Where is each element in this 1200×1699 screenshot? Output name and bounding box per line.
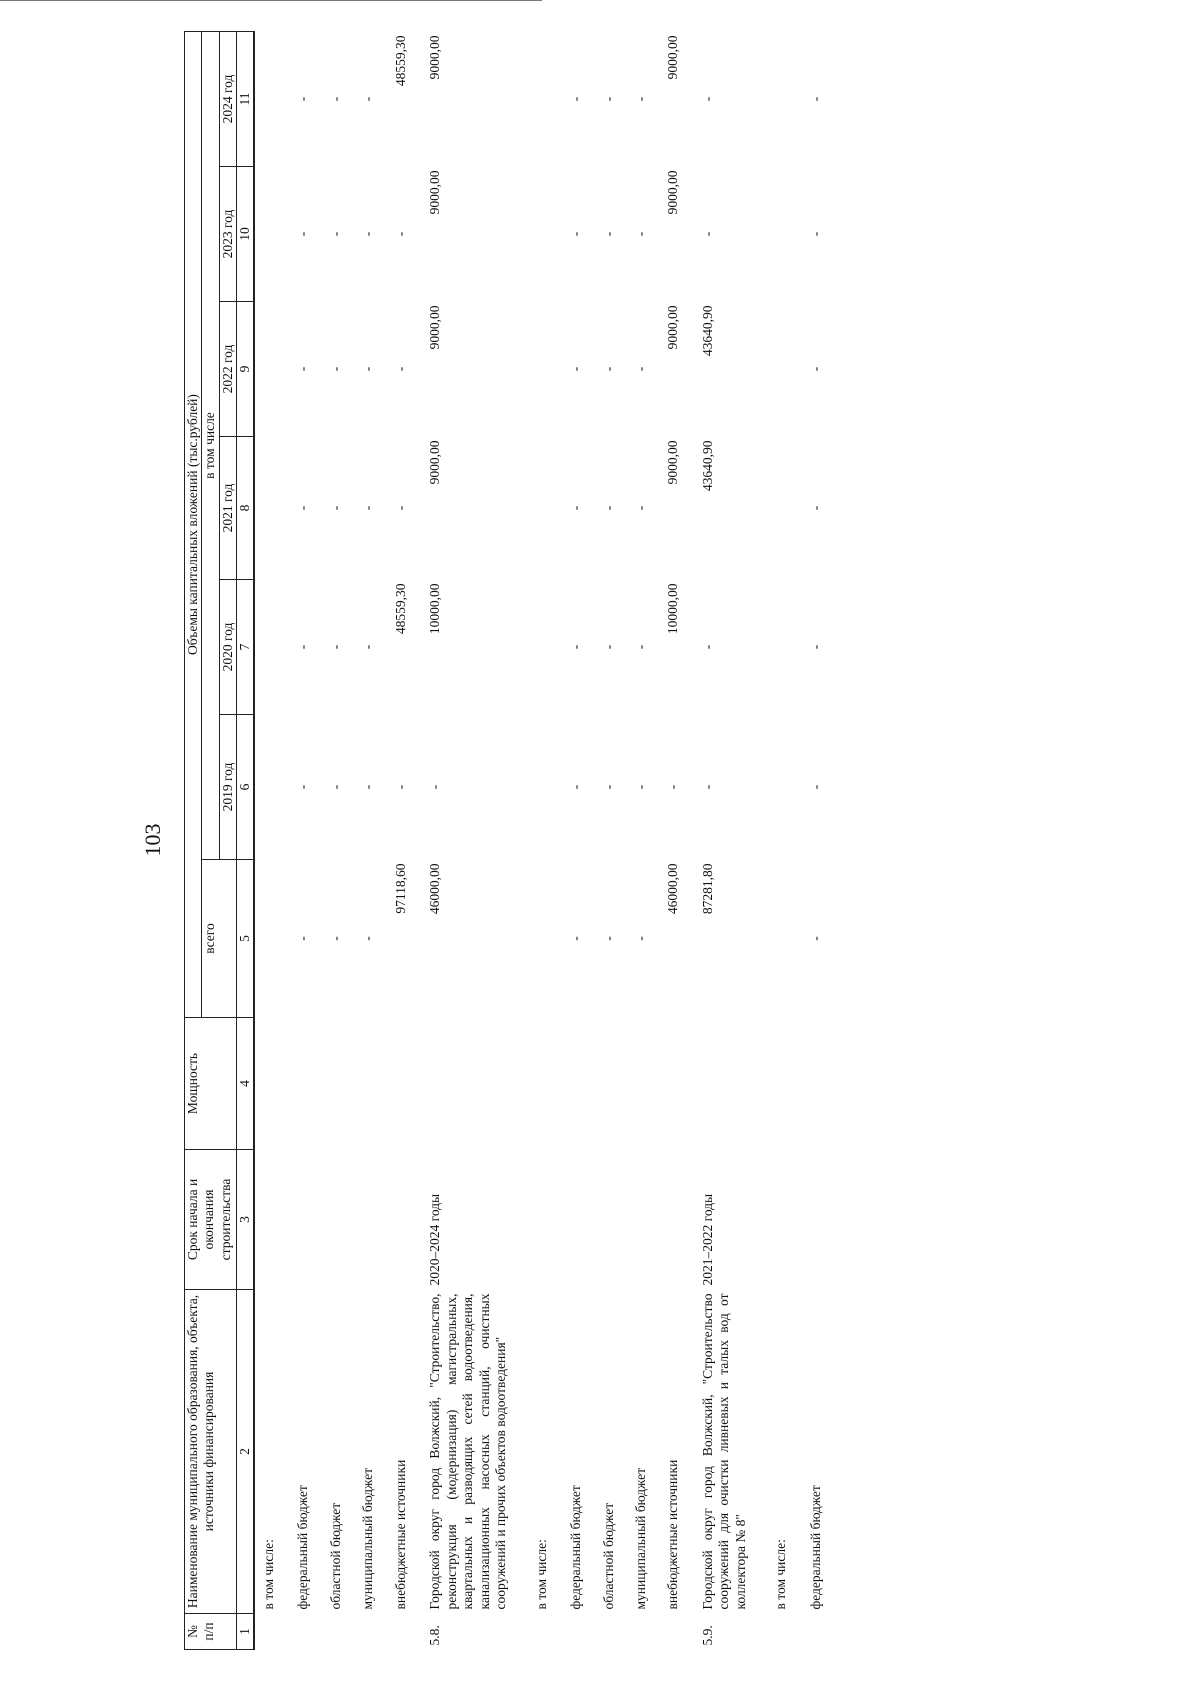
- row-power: [423, 1018, 527, 1150]
- row-year-value: 10000,00: [427, 583, 443, 635]
- row-number: [358, 1614, 390, 1650]
- row-year-value: 9000,00: [665, 440, 681, 485]
- column-number: 1: [237, 1614, 254, 1650]
- table-row: [358, 32, 390, 1650]
- column-number: 3: [237, 1150, 254, 1290]
- row-total: [767, 860, 805, 1018]
- row-term: 2020–2024 годы: [427, 1193, 443, 1286]
- row-total: -: [600, 936, 616, 941]
- table-row: [767, 32, 805, 1650]
- row-name: Городской округ город Волжский, "Строительство сооружений для очистки ливневых и талых вод от коллектора № 8": [699, 1293, 748, 1610]
- row-term: [806, 1150, 838, 1290]
- row-name: Городской округ город Волжский, "Строительство, реконструкция (модернизация) магистральных, квартальных и разводящих сетей водоотведения, канализационных насосных станций, очистных сооружений и прочих объектов водоотведения": [427, 1293, 509, 1610]
- row-year-value: -: [633, 505, 648, 511]
- table-row: [528, 32, 566, 1650]
- row-year-value: -: [568, 505, 584, 511]
- row-year-value: -: [807, 644, 823, 650]
- header-year: 2024 год: [219, 32, 236, 167]
- row-year-value: -: [327, 784, 343, 790]
- row-name: муниципальный бюджет: [633, 1468, 648, 1610]
- row-year-value: [528, 437, 566, 580]
- row-year-value: 43640,90: [699, 305, 715, 357]
- row-name: внебюджетные источники: [665, 1459, 681, 1610]
- row-year-value: -: [699, 784, 715, 790]
- column-number: 9: [237, 302, 254, 437]
- row-year-value: -: [568, 644, 584, 650]
- row-year-value: 9000,00: [665, 170, 681, 215]
- row-power: [806, 1018, 838, 1150]
- row-total: 87281,80: [699, 863, 715, 915]
- row-term: [358, 1150, 390, 1290]
- row-total: 46000,00: [665, 863, 681, 915]
- row-number: [663, 1614, 695, 1650]
- table-row: [696, 32, 767, 1650]
- header-col-volumes: Объемы капитальных вложений (тыс.рублей): [185, 32, 202, 1018]
- header-col-power: Мощность: [185, 1018, 237, 1150]
- table-row: [423, 32, 527, 1650]
- row-number: [566, 1614, 598, 1650]
- column-number: 10: [237, 167, 254, 302]
- row-number: 5.8.: [427, 1625, 443, 1646]
- row-year-value: -: [392, 366, 408, 372]
- row-year-value: [254, 302, 293, 437]
- table-row: [566, 32, 598, 1650]
- row-year-value: -: [295, 784, 311, 790]
- row-number: [806, 1614, 838, 1650]
- row-term: [566, 1150, 598, 1290]
- header-col-total: всего: [202, 860, 237, 1018]
- row-total: [528, 860, 566, 1018]
- row-power: [663, 1018, 695, 1150]
- row-year-value: 9000,00: [665, 305, 681, 350]
- row-year-value: -: [327, 231, 343, 237]
- row-name: федеральный бюджет: [295, 1485, 311, 1610]
- row-year-value: -: [327, 505, 343, 511]
- row-year-value: -: [360, 366, 376, 372]
- header-year: 2019 год: [219, 715, 236, 860]
- row-year-value: -: [633, 366, 648, 372]
- row-year-value: -: [327, 644, 343, 650]
- row-year-value: 9000,00: [427, 35, 443, 80]
- row-number: 5.9.: [699, 1625, 715, 1646]
- top-rule: [0, 0, 542, 1]
- row-year-value: -: [699, 231, 715, 237]
- row-year-value: -: [295, 644, 311, 650]
- row-number: [293, 1614, 325, 1650]
- row-number: [326, 1614, 358, 1650]
- header-col-name: Наименование муниципального образования, объекта, источники финансирования: [185, 1290, 237, 1614]
- row-number: [599, 1614, 631, 1650]
- row-year-value: 9000,00: [427, 170, 443, 215]
- row-year-value: -: [568, 366, 584, 372]
- row-year-value: [528, 302, 566, 437]
- row-year-value: -: [360, 644, 376, 650]
- row-total: -: [568, 936, 584, 941]
- row-year-value: -: [665, 784, 681, 790]
- row-year-value: -: [295, 366, 311, 372]
- row-year-value: -: [568, 784, 584, 790]
- row-year-value: -: [807, 96, 823, 102]
- row-total: [254, 860, 293, 1018]
- row-year-value: -: [327, 366, 343, 372]
- row-term: [293, 1150, 325, 1290]
- row-year-value: -: [600, 644, 616, 650]
- row-year-value: -: [807, 505, 823, 511]
- row-power: [767, 1018, 805, 1150]
- row-power: [326, 1018, 358, 1150]
- row-year-value: -: [568, 231, 584, 237]
- row-year-value: -: [360, 784, 376, 790]
- column-number: 11: [237, 32, 254, 167]
- row-year-value: -: [699, 96, 715, 102]
- row-year-value: [767, 437, 805, 580]
- row-year-value: -: [360, 96, 376, 102]
- row-year-value: [528, 32, 566, 167]
- column-number: 6: [237, 715, 254, 860]
- row-year-value: -: [295, 96, 311, 102]
- row-year-value: -: [568, 96, 584, 102]
- column-number: 5: [237, 860, 254, 1018]
- header-year: 2020 год: [219, 580, 236, 715]
- column-number: 2: [237, 1290, 254, 1614]
- header-col-including: в том числе: [202, 32, 219, 860]
- row-year-value: -: [807, 784, 823, 790]
- page-number: 103: [140, 823, 165, 857]
- row-year-value: -: [600, 96, 616, 102]
- row-year-value: -: [633, 231, 648, 237]
- row-year-value: 9000,00: [665, 35, 681, 80]
- row-name: в том числе:: [260, 1539, 276, 1610]
- row-power: [254, 1018, 293, 1150]
- table-row: [391, 32, 423, 1650]
- row-year-value: [254, 437, 293, 580]
- header-year: 2021 год: [219, 437, 236, 580]
- row-power: [391, 1018, 423, 1150]
- row-number: [528, 1614, 566, 1650]
- row-total: -: [327, 936, 343, 941]
- row-power: [528, 1018, 566, 1150]
- table-row: [663, 32, 695, 1650]
- row-year-value: [254, 32, 293, 167]
- capital-investment-table: [184, 31, 838, 1650]
- row-year-value: 10000,00: [665, 583, 681, 635]
- row-year-value: -: [360, 231, 376, 237]
- row-year-value: -: [295, 231, 311, 237]
- row-year-value: -: [633, 644, 648, 650]
- row-total: -: [295, 936, 311, 941]
- row-term: [767, 1150, 805, 1290]
- row-term: [599, 1150, 631, 1290]
- row-year-value: 9000,00: [427, 305, 443, 350]
- row-number: [631, 1614, 663, 1650]
- row-year-value: [528, 580, 566, 715]
- row-power: [293, 1018, 325, 1150]
- row-name: областной бюджет: [327, 1502, 343, 1610]
- row-name: областной бюджет: [600, 1502, 616, 1610]
- row-total: -: [807, 936, 823, 941]
- row-year-value: -: [633, 784, 648, 790]
- row-term: [663, 1150, 695, 1290]
- row-number: [391, 1614, 423, 1650]
- row-year-value: 48559,30: [392, 35, 408, 87]
- row-name: в том числе:: [773, 1539, 789, 1610]
- row-term: [391, 1150, 423, 1290]
- row-year-value: -: [600, 366, 616, 372]
- row-term: [631, 1150, 663, 1290]
- row-number: [767, 1614, 805, 1650]
- row-power: [696, 1018, 767, 1150]
- row-year-value: -: [807, 231, 823, 237]
- rotated-page: [134, 30, 1064, 1650]
- header-year: 2022 год: [219, 302, 236, 437]
- table-row: [806, 32, 838, 1650]
- row-power: [599, 1018, 631, 1150]
- row-year-value: [528, 167, 566, 302]
- row-year-value: [254, 580, 293, 715]
- row-year-value: [528, 715, 566, 860]
- row-year-value: [767, 302, 805, 437]
- row-year-value: [254, 167, 293, 302]
- row-term: [254, 1150, 293, 1290]
- row-year-value: -: [392, 505, 408, 511]
- row-year-value: 9000,00: [427, 440, 443, 485]
- table-row: [631, 32, 663, 1650]
- table-row: [254, 32, 293, 1650]
- table-body: [254, 32, 838, 1650]
- row-term: 2021–2022 годы: [699, 1193, 715, 1286]
- row-name: внебюджетные источники: [392, 1459, 408, 1610]
- row-name: федеральный бюджет: [568, 1485, 584, 1610]
- header-col-term: Срок начала и окончания строительства: [185, 1150, 237, 1290]
- table-row: [599, 32, 631, 1650]
- row-name: муниципальный бюджет: [360, 1468, 376, 1610]
- row-total: -: [633, 936, 648, 941]
- header-year: 2023 год: [219, 167, 236, 302]
- row-year-value: [767, 167, 805, 302]
- row-power: [358, 1018, 390, 1150]
- row-power: [566, 1018, 598, 1150]
- row-term: [528, 1150, 566, 1290]
- row-year-value: [767, 715, 805, 860]
- row-year-value: [767, 580, 805, 715]
- row-year-value: -: [427, 784, 443, 790]
- row-year-value: [767, 32, 805, 167]
- row-year-value: -: [699, 644, 715, 650]
- row-power: [631, 1018, 663, 1150]
- row-year-value: -: [600, 505, 616, 511]
- table-row: [293, 32, 325, 1650]
- row-year-value: -: [392, 231, 408, 237]
- row-year-value: -: [295, 505, 311, 511]
- column-number: 7: [237, 580, 254, 715]
- row-name: федеральный бюджет: [807, 1485, 823, 1610]
- row-year-value: -: [600, 231, 616, 237]
- column-number: 4: [237, 1018, 254, 1150]
- row-number: [254, 1614, 293, 1650]
- row-year-value: -: [600, 784, 616, 790]
- row-year-value: 43640,90: [699, 440, 715, 492]
- header-col-no: № п/п: [185, 1614, 237, 1650]
- row-total: 46000,00: [427, 863, 443, 915]
- row-name: в том числе:: [533, 1539, 549, 1610]
- row-year-value: -: [327, 96, 343, 102]
- row-year-value: -: [633, 96, 648, 102]
- table-row: [326, 32, 358, 1650]
- row-total: 97118,60: [392, 863, 408, 914]
- row-total: -: [360, 936, 376, 941]
- row-year-value: [254, 715, 293, 860]
- row-term: [326, 1150, 358, 1290]
- row-year-value: -: [807, 366, 823, 372]
- row-year-value: -: [392, 784, 408, 790]
- row-year-value: 48559,30: [392, 583, 408, 635]
- row-year-value: -: [360, 505, 376, 511]
- column-number: 8: [237, 437, 254, 580]
